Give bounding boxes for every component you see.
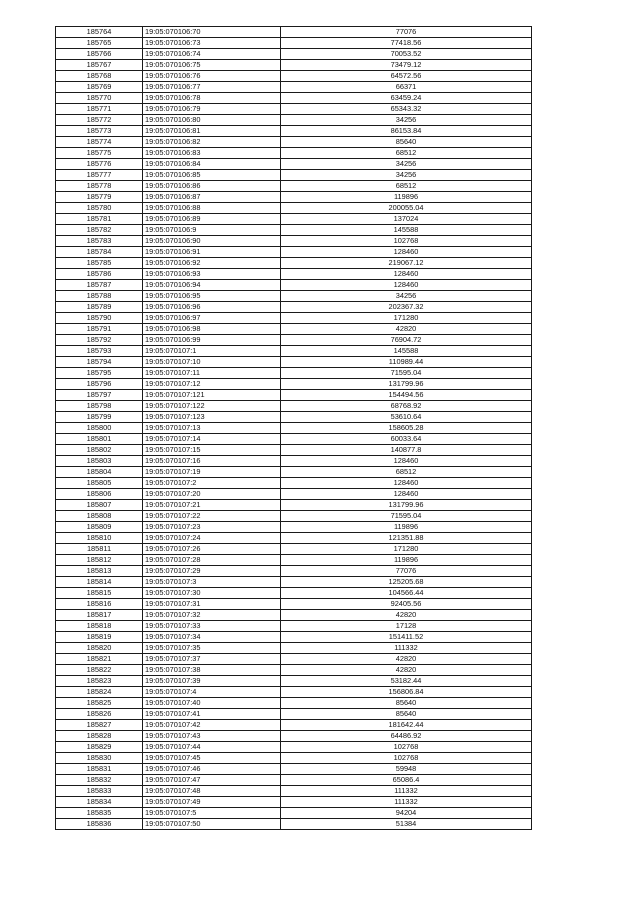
cadastral-number-cell: 19:05:070106:73 <box>143 38 281 49</box>
row-number-cell: 185803 <box>56 456 143 467</box>
cadastral-number-cell: 19:05:070107:15 <box>143 445 281 456</box>
row-number-cell: 185776 <box>56 159 143 170</box>
amount-cell: 64572.56 <box>281 71 532 82</box>
cadastral-number-cell: 19:05:070106:98 <box>143 324 281 335</box>
table-row <box>56 511 532 522</box>
table-row <box>56 291 532 302</box>
cadastral-number-cell: 19:05:070106:87 <box>143 192 281 203</box>
amount-cell: 42820 <box>281 324 532 335</box>
table-row <box>56 104 532 115</box>
cadastral-number-cell: 19:05:070107:10 <box>143 357 281 368</box>
table-row <box>56 126 532 137</box>
cadastral-number-cell: 19:05:070107:42 <box>143 720 281 731</box>
row-number-cell: 185833 <box>56 786 143 797</box>
cadastral-number-cell: 19:05:070106:75 <box>143 60 281 71</box>
table-row <box>56 797 532 808</box>
cadastral-number-cell: 19:05:070106:85 <box>143 170 281 181</box>
amount-cell: 77076 <box>281 27 532 38</box>
amount-cell: 128460 <box>281 456 532 467</box>
cadastral-number-cell: 19:05:070107:32 <box>143 610 281 621</box>
table-row <box>56 225 532 236</box>
amount-cell: 92405.56 <box>281 599 532 610</box>
row-number-cell: 185774 <box>56 137 143 148</box>
row-number-cell: 185793 <box>56 346 143 357</box>
amount-cell: 156806.84 <box>281 687 532 698</box>
amount-cell: 66371 <box>281 82 532 93</box>
data-table <box>55 26 532 830</box>
cadastral-number-cell: 19:05:070107:33 <box>143 621 281 632</box>
table-row <box>56 775 532 786</box>
table-row <box>56 115 532 126</box>
table-row <box>56 610 532 621</box>
row-number-cell: 185766 <box>56 49 143 60</box>
table-row <box>56 808 532 819</box>
amount-cell: 181642.44 <box>281 720 532 731</box>
row-number-cell: 185781 <box>56 214 143 225</box>
amount-cell: 128460 <box>281 280 532 291</box>
amount-cell: 158605.28 <box>281 423 532 434</box>
row-number-cell: 185783 <box>56 236 143 247</box>
cadastral-number-cell: 19:05:070106:81 <box>143 126 281 137</box>
table-row <box>56 467 532 478</box>
cadastral-number-cell: 19:05:070106:90 <box>143 236 281 247</box>
row-number-cell: 185807 <box>56 500 143 511</box>
amount-cell: 102768 <box>281 236 532 247</box>
cadastral-number-cell: 19:05:070107:41 <box>143 709 281 720</box>
table-row <box>56 566 532 577</box>
row-number-cell: 185836 <box>56 819 143 830</box>
table-row <box>56 665 532 676</box>
row-number-cell: 185825 <box>56 698 143 709</box>
amount-cell: 119896 <box>281 522 532 533</box>
row-number-cell: 185794 <box>56 357 143 368</box>
row-number-cell: 185828 <box>56 731 143 742</box>
amount-cell: 68512 <box>281 181 532 192</box>
row-number-cell: 185835 <box>56 808 143 819</box>
amount-cell: 71595.04 <box>281 511 532 522</box>
amount-cell: 219067.12 <box>281 258 532 269</box>
row-number-cell: 185792 <box>56 335 143 346</box>
amount-cell: 65343.32 <box>281 104 532 115</box>
cadastral-number-cell: 19:05:070107:5 <box>143 808 281 819</box>
table-row <box>56 742 532 753</box>
amount-cell: 171280 <box>281 313 532 324</box>
amount-cell: 34256 <box>281 115 532 126</box>
amount-cell: 102768 <box>281 742 532 753</box>
table-row <box>56 698 532 709</box>
amount-cell: 70053.52 <box>281 49 532 60</box>
table-row <box>56 302 532 313</box>
row-number-cell: 185773 <box>56 126 143 137</box>
cadastral-number-cell: 19:05:070106:91 <box>143 247 281 258</box>
row-number-cell: 185788 <box>56 291 143 302</box>
amount-cell: 64486.92 <box>281 731 532 742</box>
table-row <box>56 368 532 379</box>
cadastral-number-cell: 19:05:070107:43 <box>143 731 281 742</box>
cadastral-number-cell: 19:05:070107:24 <box>143 533 281 544</box>
amount-cell: 34256 <box>281 291 532 302</box>
row-number-cell: 185785 <box>56 258 143 269</box>
row-number-cell: 185811 <box>56 544 143 555</box>
table-row <box>56 27 532 38</box>
table-row <box>56 82 532 93</box>
table-row <box>56 643 532 654</box>
row-number-cell: 185824 <box>56 687 143 698</box>
cadastral-number-cell: 19:05:070107:26 <box>143 544 281 555</box>
amount-cell: 111332 <box>281 786 532 797</box>
row-number-cell: 185787 <box>56 280 143 291</box>
row-number-cell: 185790 <box>56 313 143 324</box>
cadastral-number-cell: 19:05:070107:47 <box>143 775 281 786</box>
amount-cell: 111332 <box>281 643 532 654</box>
cadastral-number-cell: 19:05:070107:14 <box>143 434 281 445</box>
amount-cell: 85640 <box>281 698 532 709</box>
table-row <box>56 170 532 181</box>
cadastral-number-cell: 19:05:070106:79 <box>143 104 281 115</box>
table-row <box>56 214 532 225</box>
table-row <box>56 390 532 401</box>
amount-cell: 128460 <box>281 247 532 258</box>
row-number-cell: 185821 <box>56 654 143 665</box>
cadastral-number-cell: 19:05:070106:99 <box>143 335 281 346</box>
amount-cell: 63459.24 <box>281 93 532 104</box>
amount-cell: 171280 <box>281 544 532 555</box>
table-row <box>56 423 532 434</box>
cadastral-number-cell: 19:05:070106:97 <box>143 313 281 324</box>
row-number-cell: 185832 <box>56 775 143 786</box>
row-number-cell: 185765 <box>56 38 143 49</box>
table-row <box>56 632 532 643</box>
table-row <box>56 676 532 687</box>
amount-cell: 119896 <box>281 555 532 566</box>
cadastral-number-cell: 19:05:070107:45 <box>143 753 281 764</box>
table-row <box>56 357 532 368</box>
cadastral-number-cell: 19:05:070107:123 <box>143 412 281 423</box>
amount-cell: 68768.92 <box>281 401 532 412</box>
row-number-cell: 185806 <box>56 489 143 500</box>
row-number-cell: 185771 <box>56 104 143 115</box>
cadastral-number-cell: 19:05:070107:30 <box>143 588 281 599</box>
cadastral-number-cell: 19:05:070107:21 <box>143 500 281 511</box>
cadastral-number-cell: 19:05:070107:35 <box>143 643 281 654</box>
cadastral-number-cell: 19:05:070106:74 <box>143 49 281 60</box>
table-row <box>56 412 532 423</box>
cadastral-number-cell: 19:05:070106:78 <box>143 93 281 104</box>
amount-cell: 102768 <box>281 753 532 764</box>
table-row <box>56 38 532 49</box>
row-number-cell: 185777 <box>56 170 143 181</box>
cadastral-number-cell: 19:05:070107:40 <box>143 698 281 709</box>
cadastral-number-cell: 19:05:070106:89 <box>143 214 281 225</box>
amount-cell: 145588 <box>281 346 532 357</box>
cadastral-number-cell: 19:05:070106:83 <box>143 148 281 159</box>
table-row <box>56 71 532 82</box>
row-number-cell: 185814 <box>56 577 143 588</box>
table-body <box>56 27 532 830</box>
row-number-cell: 185813 <box>56 566 143 577</box>
table-row <box>56 148 532 159</box>
table-row <box>56 445 532 456</box>
table-row <box>56 280 532 291</box>
amount-cell: 86153.84 <box>281 126 532 137</box>
cadastral-number-cell: 19:05:070107:19 <box>143 467 281 478</box>
table-row <box>56 621 532 632</box>
cadastral-number-cell: 19:05:070107:46 <box>143 764 281 775</box>
row-number-cell: 185770 <box>56 93 143 104</box>
table-row <box>56 181 532 192</box>
table-row <box>56 203 532 214</box>
cadastral-number-cell: 19:05:070107:29 <box>143 566 281 577</box>
row-number-cell: 185767 <box>56 60 143 71</box>
row-number-cell: 185829 <box>56 742 143 753</box>
cadastral-number-cell: 19:05:070107:50 <box>143 819 281 830</box>
table-row <box>56 731 532 742</box>
table-row <box>56 709 532 720</box>
amount-cell: 85640 <box>281 137 532 148</box>
table-row <box>56 720 532 731</box>
row-number-cell: 185764 <box>56 27 143 38</box>
amount-cell: 137024 <box>281 214 532 225</box>
row-number-cell: 185809 <box>56 522 143 533</box>
cadastral-number-cell: 19:05:070107:3 <box>143 577 281 588</box>
table-row <box>56 478 532 489</box>
cadastral-number-cell: 19:05:070107:34 <box>143 632 281 643</box>
amount-cell: 42820 <box>281 665 532 676</box>
row-number-cell: 185826 <box>56 709 143 720</box>
amount-cell: 76904.72 <box>281 335 532 346</box>
amount-cell: 125205.68 <box>281 577 532 588</box>
row-number-cell: 185816 <box>56 599 143 610</box>
table-row <box>56 588 532 599</box>
cadastral-number-cell: 19:05:070106:95 <box>143 291 281 302</box>
table-row <box>56 258 532 269</box>
amount-cell: 121351.88 <box>281 533 532 544</box>
amount-cell: 53610.64 <box>281 412 532 423</box>
cadastral-number-cell: 19:05:070107:1 <box>143 346 281 357</box>
amount-cell: 53182.44 <box>281 676 532 687</box>
row-number-cell: 185768 <box>56 71 143 82</box>
amount-cell: 111332 <box>281 797 532 808</box>
row-number-cell: 185797 <box>56 390 143 401</box>
amount-cell: 73479.12 <box>281 60 532 71</box>
amount-cell: 131799.96 <box>281 379 532 390</box>
row-number-cell: 185801 <box>56 434 143 445</box>
cadastral-number-cell: 19:05:070106:93 <box>143 269 281 280</box>
row-number-cell: 185834 <box>56 797 143 808</box>
amount-cell: 17128 <box>281 621 532 632</box>
table-row <box>56 93 532 104</box>
row-number-cell: 185772 <box>56 115 143 126</box>
amount-cell: 68512 <box>281 467 532 478</box>
row-number-cell: 185805 <box>56 478 143 489</box>
table-row <box>56 599 532 610</box>
cadastral-number-cell: 19:05:070106:76 <box>143 71 281 82</box>
cadastral-number-cell: 19:05:070106:77 <box>143 82 281 93</box>
table-row <box>56 544 532 555</box>
amount-cell: 131799.96 <box>281 500 532 511</box>
amount-cell: 34256 <box>281 159 532 170</box>
table-row <box>56 533 532 544</box>
row-number-cell: 185769 <box>56 82 143 93</box>
table-row <box>56 456 532 467</box>
row-number-cell: 185820 <box>56 643 143 654</box>
amount-cell: 77076 <box>281 566 532 577</box>
table-row <box>56 401 532 412</box>
amount-cell: 202367.32 <box>281 302 532 313</box>
row-number-cell: 185786 <box>56 269 143 280</box>
row-number-cell: 185782 <box>56 225 143 236</box>
row-number-cell: 185800 <box>56 423 143 434</box>
amount-cell: 119896 <box>281 192 532 203</box>
row-number-cell: 185808 <box>56 511 143 522</box>
cadastral-number-cell: 19:05:070107:22 <box>143 511 281 522</box>
row-number-cell: 185799 <box>56 412 143 423</box>
table-row <box>56 764 532 775</box>
row-number-cell: 185789 <box>56 302 143 313</box>
cadastral-number-cell: 19:05:070106:70 <box>143 27 281 38</box>
table-row <box>56 786 532 797</box>
cadastral-number-cell: 19:05:070106:84 <box>143 159 281 170</box>
cadastral-number-cell: 19:05:070107:38 <box>143 665 281 676</box>
cadastral-number-cell: 19:05:070107:16 <box>143 456 281 467</box>
amount-cell: 68512 <box>281 148 532 159</box>
cadastral-number-cell: 19:05:070107:2 <box>143 478 281 489</box>
cadastral-number-cell: 19:05:070107:121 <box>143 390 281 401</box>
amount-cell: 104566.44 <box>281 588 532 599</box>
cadastral-number-cell: 19:05:070107:48 <box>143 786 281 797</box>
row-number-cell: 185775 <box>56 148 143 159</box>
row-number-cell: 185818 <box>56 621 143 632</box>
table-row <box>56 335 532 346</box>
row-number-cell: 185778 <box>56 181 143 192</box>
table-row <box>56 489 532 500</box>
row-number-cell: 185779 <box>56 192 143 203</box>
row-number-cell: 185810 <box>56 533 143 544</box>
table-row <box>56 555 532 566</box>
cadastral-number-cell: 19:05:070107:23 <box>143 522 281 533</box>
row-number-cell: 185796 <box>56 379 143 390</box>
cadastral-number-cell: 19:05:070106:86 <box>143 181 281 192</box>
table-row <box>56 269 532 280</box>
amount-cell: 145588 <box>281 225 532 236</box>
table-row <box>56 522 532 533</box>
row-number-cell: 185784 <box>56 247 143 258</box>
row-number-cell: 185780 <box>56 203 143 214</box>
amount-cell: 140877.8 <box>281 445 532 456</box>
amount-cell: 128460 <box>281 478 532 489</box>
cadastral-number-cell: 19:05:070107:122 <box>143 401 281 412</box>
row-number-cell: 185823 <box>56 676 143 687</box>
table-row <box>56 346 532 357</box>
cadastral-number-cell: 19:05:070107:20 <box>143 489 281 500</box>
cadastral-number-cell: 19:05:070106:80 <box>143 115 281 126</box>
table-row <box>56 324 532 335</box>
table-row <box>56 192 532 203</box>
cadastral-number-cell: 19:05:070107:44 <box>143 742 281 753</box>
row-number-cell: 185795 <box>56 368 143 379</box>
amount-cell: 85640 <box>281 709 532 720</box>
amount-cell: 200055.04 <box>281 203 532 214</box>
table-row <box>56 236 532 247</box>
cadastral-number-cell: 19:05:070106:92 <box>143 258 281 269</box>
table-row <box>56 434 532 445</box>
cadastral-number-cell: 19:05:070107:39 <box>143 676 281 687</box>
table-row <box>56 60 532 71</box>
amount-cell: 60033.64 <box>281 434 532 445</box>
cadastral-number-cell: 19:05:070106:9 <box>143 225 281 236</box>
table-row <box>56 159 532 170</box>
cadastral-number-cell: 19:05:070107:31 <box>143 599 281 610</box>
row-number-cell: 185831 <box>56 764 143 775</box>
cadastral-number-cell: 19:05:070107:49 <box>143 797 281 808</box>
row-number-cell: 185822 <box>56 665 143 676</box>
amount-cell: 42820 <box>281 654 532 665</box>
cadastral-number-cell: 19:05:070106:88 <box>143 203 281 214</box>
cadastral-number-cell: 19:05:070107:12 <box>143 379 281 390</box>
cadastral-number-cell: 19:05:070106:94 <box>143 280 281 291</box>
amount-cell: 34256 <box>281 170 532 181</box>
amount-cell: 51384 <box>281 819 532 830</box>
row-number-cell: 185812 <box>56 555 143 566</box>
cadastral-number-cell: 19:05:070107:28 <box>143 555 281 566</box>
cadastral-number-cell: 19:05:070107:4 <box>143 687 281 698</box>
amount-cell: 59948 <box>281 764 532 775</box>
row-number-cell: 185827 <box>56 720 143 731</box>
table-row <box>56 687 532 698</box>
amount-cell: 154494.56 <box>281 390 532 401</box>
row-number-cell: 185817 <box>56 610 143 621</box>
amount-cell: 71595.04 <box>281 368 532 379</box>
cadastral-number-cell: 19:05:070106:96 <box>143 302 281 313</box>
row-number-cell: 185802 <box>56 445 143 456</box>
table-row <box>56 577 532 588</box>
row-number-cell: 185798 <box>56 401 143 412</box>
table-row <box>56 654 532 665</box>
table-row <box>56 819 532 830</box>
row-number-cell: 185830 <box>56 753 143 764</box>
row-number-cell: 185819 <box>56 632 143 643</box>
row-number-cell: 185815 <box>56 588 143 599</box>
cadastral-number-cell: 19:05:070107:13 <box>143 423 281 434</box>
row-number-cell: 185791 <box>56 324 143 335</box>
amount-cell: 128460 <box>281 269 532 280</box>
cadastral-number-cell: 19:05:070107:11 <box>143 368 281 379</box>
amount-cell: 94204 <box>281 808 532 819</box>
amount-cell: 65086.4 <box>281 775 532 786</box>
table-row <box>56 753 532 764</box>
cadastral-number-cell: 19:05:070106:82 <box>143 137 281 148</box>
row-number-cell: 185804 <box>56 467 143 478</box>
table-row <box>56 137 532 148</box>
table-row <box>56 500 532 511</box>
table-row <box>56 49 532 60</box>
table-row <box>56 247 532 258</box>
cadastral-number-cell: 19:05:070107:37 <box>143 654 281 665</box>
amount-cell: 77418.56 <box>281 38 532 49</box>
amount-cell: 110989.44 <box>281 357 532 368</box>
amount-cell: 151411.52 <box>281 632 532 643</box>
amount-cell: 42820 <box>281 610 532 621</box>
table-row <box>56 379 532 390</box>
table-row <box>56 313 532 324</box>
amount-cell: 128460 <box>281 489 532 500</box>
